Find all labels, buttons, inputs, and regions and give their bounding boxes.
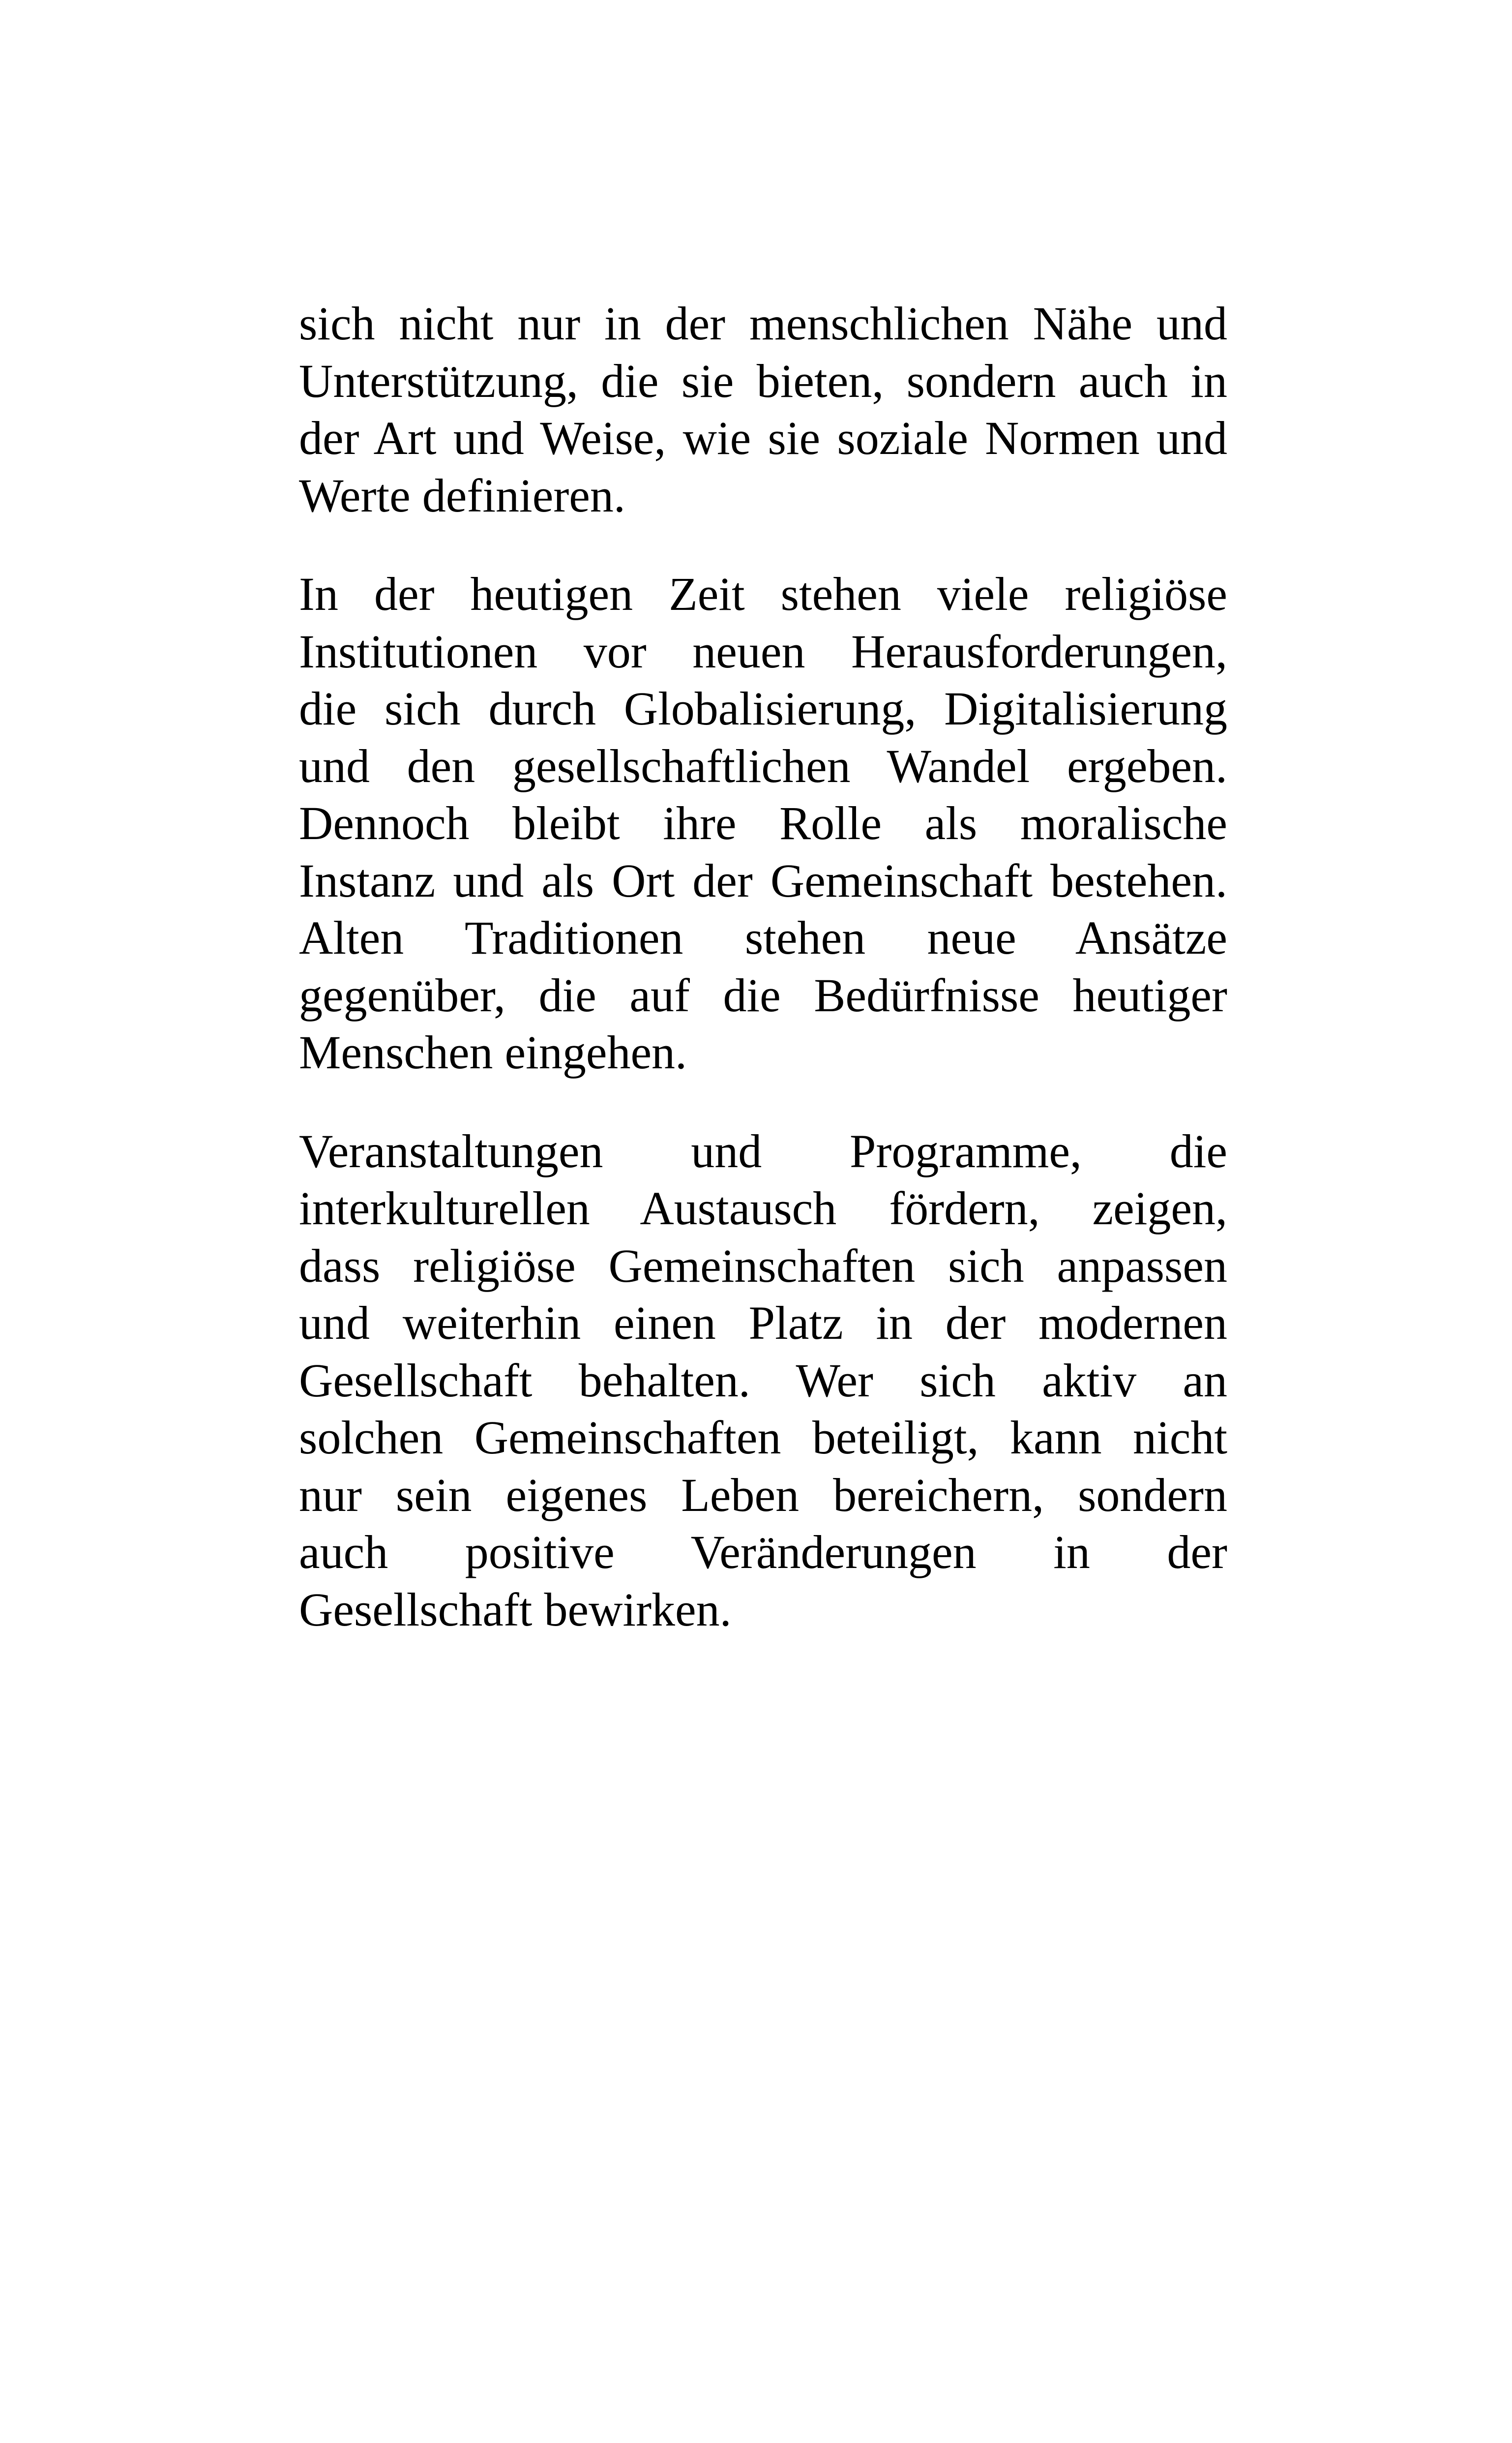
text-line: Veranstaltungen und Programme, die bbox=[299, 1124, 1227, 1177]
text-line: dass religiöse Gemeinschaften sich anpassen bbox=[299, 1239, 1227, 1292]
text-line: Menschen eingehen. bbox=[299, 1026, 687, 1079]
text-line: die sich durch Globalisierung, Digitalisierung bbox=[299, 682, 1227, 735]
text-line: sich nicht nur in der menschlichen Nähe und bbox=[299, 297, 1227, 350]
text-line: Gesellschaft bewirken. bbox=[299, 1583, 732, 1636]
text-line: Unterstützung, die sie bieten, sondern auch in bbox=[299, 354, 1227, 407]
paragraph bbox=[299, 1123, 1227, 1639]
text-line: Dennoch bleibt ihre Rolle als moralische bbox=[299, 797, 1227, 849]
text-line: Gesellschaft behalten. Wer sich aktiv an bbox=[299, 1354, 1227, 1407]
text-line: Alten Traditionen stehen neue Ansätze bbox=[299, 911, 1227, 964]
paragraph bbox=[299, 566, 1227, 1082]
text-line: Institutionen vor neuen Herausforderungen, bbox=[299, 625, 1227, 678]
text-line: Instanz und als Ort der Gemeinschaft bestehen. bbox=[299, 854, 1227, 907]
paragraph bbox=[299, 295, 1227, 524]
text-line: gegenüber, die auf die Bedürfnisse heutiger bbox=[299, 968, 1227, 1022]
body-text bbox=[299, 295, 1227, 1680]
text-line: auch positive Veränderungen in der bbox=[299, 1526, 1227, 1578]
text-line: In der heutigen Zeit stehen viele religiöse bbox=[299, 568, 1227, 620]
text-line: und den gesellschaftlichen Wandel ergeben. bbox=[299, 739, 1227, 792]
text-line: interkulturellen Austausch fördern, zeigen, bbox=[299, 1182, 1227, 1235]
text-line: nur sein eigenes Leben bereichern, sondern bbox=[299, 1468, 1227, 1521]
text-line: solchen Gemeinschaften beteiligt, kann nicht bbox=[299, 1411, 1227, 1464]
text-line: Werte definieren. bbox=[299, 469, 625, 522]
text-line: und weiterhin einen Platz in der modernen bbox=[299, 1297, 1227, 1349]
text-line: der Art und Weise, wie sie soziale Normen und bbox=[299, 412, 1227, 464]
